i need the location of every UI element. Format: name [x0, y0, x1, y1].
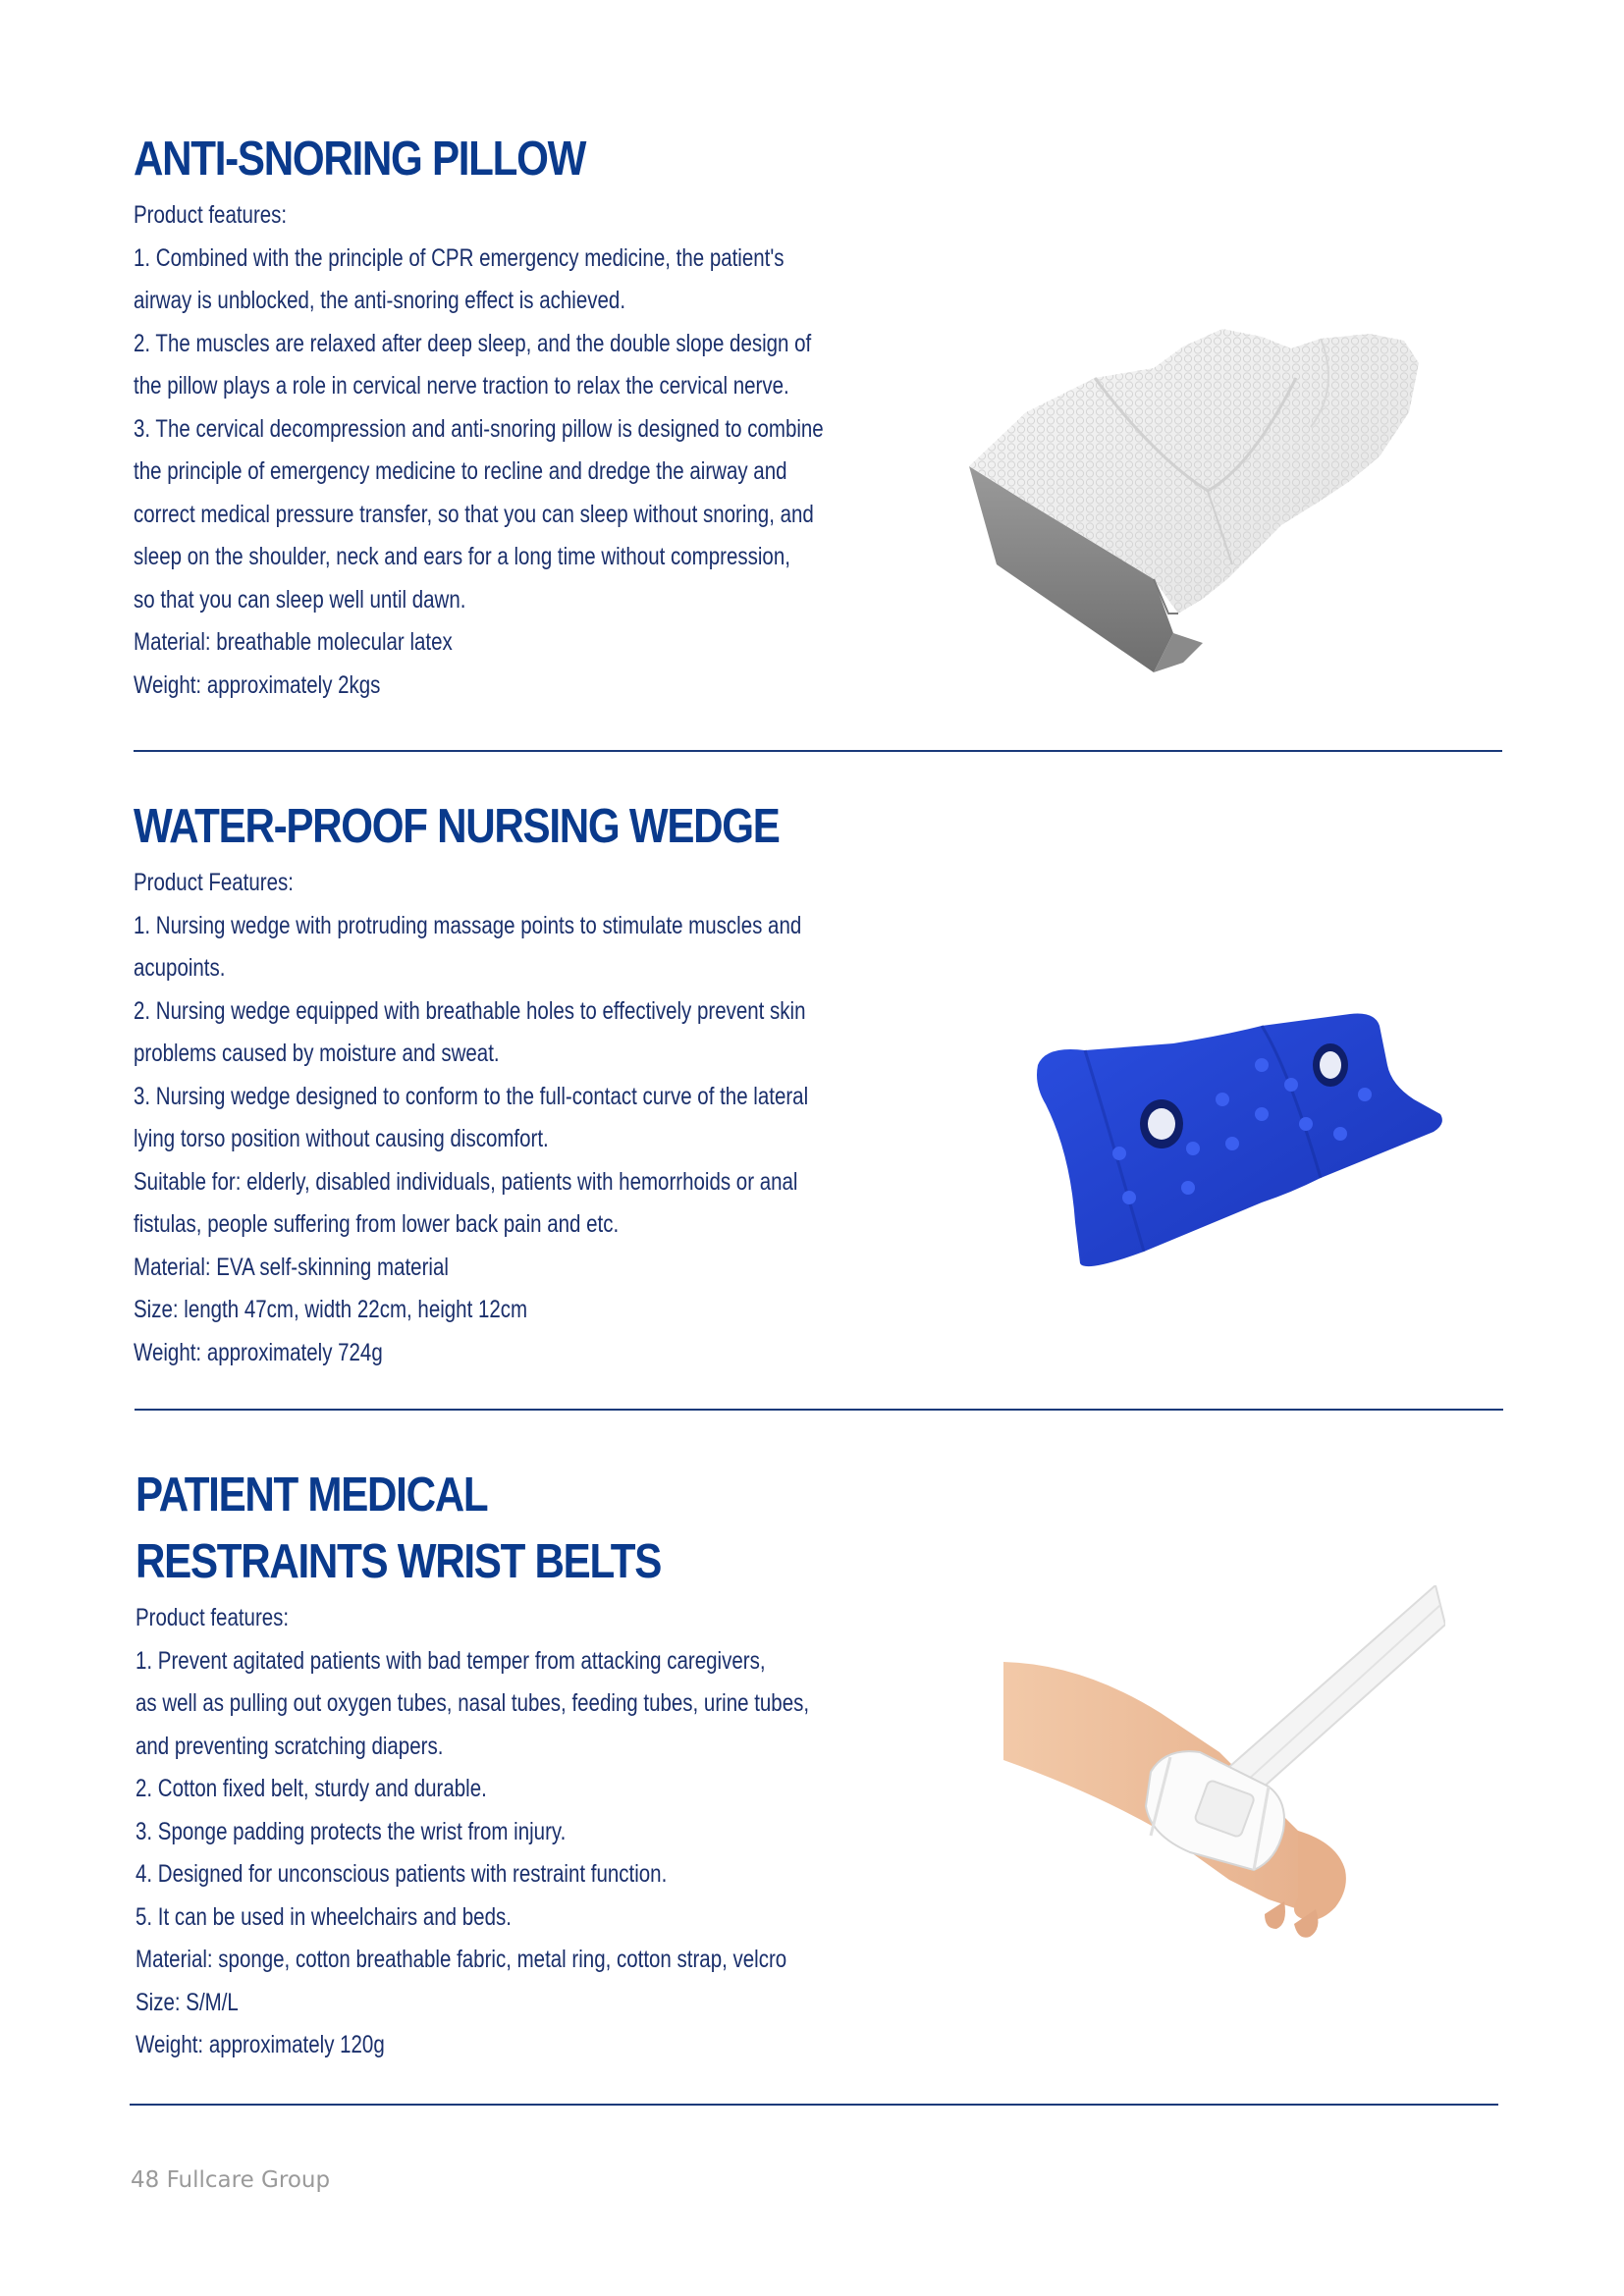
- description-line: Material: sponge, cotton breathable fabric, metal ring, cotton strap, velcro: [135, 1946, 787, 1973]
- section-wrist-belts: [135, 1462, 957, 2067]
- description-line: fistulas, people suffering from lower back pain and etc.: [134, 1210, 620, 1238]
- description-line: Material: EVA self-skinning material: [134, 1253, 449, 1281]
- description-line: 1. Prevent agitated patients with bad temper from attacking caregivers,: [135, 1646, 766, 1675]
- product-title: RESTRAINTS WRIST BELTS: [135, 1535, 662, 1588]
- description-line: 1. Combined with the principle of CPR emergency medicine, the patient's: [134, 243, 785, 272]
- description-line: Product Features:: [134, 869, 294, 896]
- product-title: ANTI-SNORING PILLOW: [134, 133, 586, 186]
- description-line: sleep on the shoulder, neck and ears for a long time without compression,: [134, 543, 790, 570]
- description-line: 2. Cotton fixed belt, sturdy and durable.: [135, 1775, 487, 1802]
- page-footer: 48 Fullcare Group: [131, 2167, 331, 2193]
- description-line: Weight: approximately 2kgs: [134, 670, 381, 699]
- description-line: 3. Sponge padding protects the wrist from injury.: [135, 1817, 567, 1845]
- product-description: [134, 862, 956, 1374]
- description-line: and preventing scratching diapers.: [135, 1732, 444, 1760]
- product-description: [135, 1597, 957, 2067]
- product-title: WATER-PROOF NURSING WEDGE: [134, 800, 780, 853]
- description-line: Suitable for: elderly, disabled individuals, patients with hemorrhoids or anal: [134, 1167, 798, 1196]
- description-line: the pillow plays a role in cervical nerve traction to relax the cervical nerve.: [134, 372, 789, 400]
- section-anti-snoring-pillow: [134, 126, 975, 707]
- wrist-belt-image: [1003, 1585, 1445, 1968]
- description-line: Material: breathable molecular latex: [134, 628, 453, 656]
- description-line: airway is unblocked, the anti-snoring effect is achieved.: [134, 287, 626, 314]
- description-line: so that you can sleep well until dawn.: [134, 585, 466, 614]
- description-line: Weight: approximately 120g: [135, 2031, 385, 2058]
- description-line: Product features:: [134, 201, 288, 229]
- description-line: 4. Designed for unconscious patients with restraint function.: [135, 1860, 668, 1888]
- product-description: [134, 194, 975, 707]
- description-line: Product features:: [135, 1604, 290, 1631]
- description-line: correct medical pressure transfer, so that you can sleep without snoring, and: [134, 500, 814, 528]
- description-line: 1. Nursing wedge with protruding massage points to stimulate muscles and: [134, 911, 802, 939]
- description-line: 2. Nursing wedge equipped with breathable holes to effectively prevent skin: [134, 996, 806, 1025]
- description-line: Size: S/M/L: [135, 1988, 239, 2016]
- description-line: 5. It can be used in wheelchairs and beds.: [135, 1902, 512, 1931]
- description-line: as well as pulling out oxygen tubes, nasal tubes, feeding tubes, urine tubes,: [135, 1689, 810, 1717]
- description-line: 2. The muscles are relaxed after deep sleep, and the double slope design of: [134, 329, 812, 357]
- section-nursing-wedge: [134, 793, 956, 1374]
- product-title: PATIENT MEDICAL: [135, 1468, 488, 1522]
- pillow-image: [957, 319, 1429, 682]
- description-line: 3. The cervical decompression and anti-snoring pillow is designed to combine: [134, 414, 824, 443]
- description-line: lying torso position without causing discomfort.: [134, 1125, 549, 1152]
- description-line: Weight: approximately 724g: [134, 1338, 383, 1366]
- section-divider: [130, 2104, 1498, 2106]
- description-line: acupoints.: [134, 954, 226, 982]
- description-line: 3. Nursing wedge designed to conform to the full-contact curve of the lateral: [134, 1082, 809, 1110]
- description-line: the principle of emergency medicine to recline and dredge the airway and: [134, 457, 787, 485]
- description-line: Size: length 47cm, width 22cm, height 12cm: [134, 1296, 528, 1323]
- description-line: problems caused by moisture and sweat.: [134, 1040, 500, 1067]
- section-divider: [135, 1409, 1503, 1411]
- nursing-wedge-image: [1026, 1006, 1448, 1281]
- section-divider: [134, 750, 1502, 752]
